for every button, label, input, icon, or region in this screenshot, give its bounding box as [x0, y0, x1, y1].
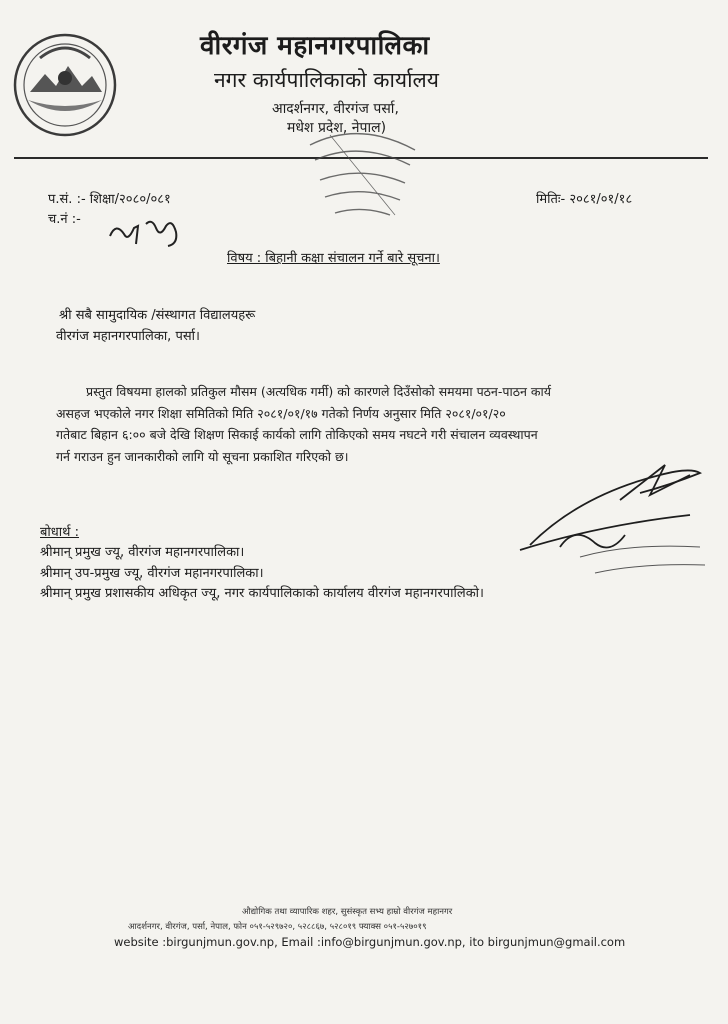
footer-contact: आदर्शनगर, वीरगंज, पर्सा, नेपाल, फोन ०५१-५२९७२०, ५२८८६७, ५२८०१९ फ्याक्स ०५१-५२७०१९ — [128, 922, 427, 932]
cc-item: श्रीमान् प्रमुख ज्यू, वीरगंज महानगरपालिका। — [40, 545, 245, 560]
body-line: प्रस्तुत विषयमा हालको प्रतिकुल मौसम (अत्यधिक गर्मी) को कारणले दिउँसोको समयमा पठन-पाठन कार्य — [86, 384, 551, 399]
body-line: गतेबाट बिहान ६:०० बजे देखि शिक्षण सिकाई कार्यको लागि तोकिएको समय नघटने गरी संचालन व्यवस्थापन — [56, 427, 538, 442]
office-name: नगर कार्यपालिकाको कार्यालय — [214, 68, 439, 92]
footer-web-email: website :birgunjmun.gov.np, Email :info@birgunjmun.gov.np, ito birgunjmun@gmail.com — [114, 935, 626, 949]
body-line: गर्न गराउन हुन जानकारीको लागि यो सूचना प्रकाशित गरिएको छ। — [56, 448, 349, 464]
footer-tagline: औद्योगिक तथा व्यापारिक शहर, सुसंस्कृत सभ्य हाम्रो वीरगंज महानगर — [242, 907, 453, 917]
body-line: असहज भएकोले नगर शिक्षा समितिको मिति २०८१/०१/१७ गतेको निर्णय अनुसार मिति २०८१/०१/२० — [56, 405, 506, 421]
municipality-emblem-icon — [10, 30, 120, 140]
recipient-line-1: श्री सबै सामुदायिक /संस्थागत विद्यालयहरू — [59, 308, 256, 323]
letter-subject: विषय : बिहानी कक्षा संचालन गर्ने बारे सूचना। — [227, 251, 440, 266]
letter-date: मितिः- २०८१/०१/१८ — [536, 192, 633, 207]
address-line-2: मधेश प्रदेश, नेपाल) — [287, 120, 387, 136]
recipient-line-2: वीरगंज महानगरपालिका, पर्सा। — [56, 329, 200, 344]
cc-item: श्रीमान् प्रमुख प्रशासकीय अधिकृत ज्यू, नगर कार्यपालिकाको कार्यालय वीरगंज महानगरपालिको। — [40, 586, 484, 601]
org-name: वीरगंज महानगरपालिका — [200, 31, 430, 61]
handwritten-dispatch-number-icon — [106, 214, 186, 250]
cc-item: श्रीमान् उप-प्रमुख ज्यू, वीरगंज महानगरपालिका। — [40, 566, 264, 581]
office-stamp-icon — [300, 125, 425, 220]
cc-heading: बोधार्थ : — [40, 525, 79, 540]
address-line-1: आदर्शनगर, वीरगंज पर्सा, — [272, 101, 399, 117]
chalani-number-label: च.नं :- — [48, 212, 81, 227]
reference-number: प.सं. :- शिक्षा/२०८०/०८१ — [48, 192, 171, 207]
signature-and-seal-icon — [500, 455, 710, 585]
